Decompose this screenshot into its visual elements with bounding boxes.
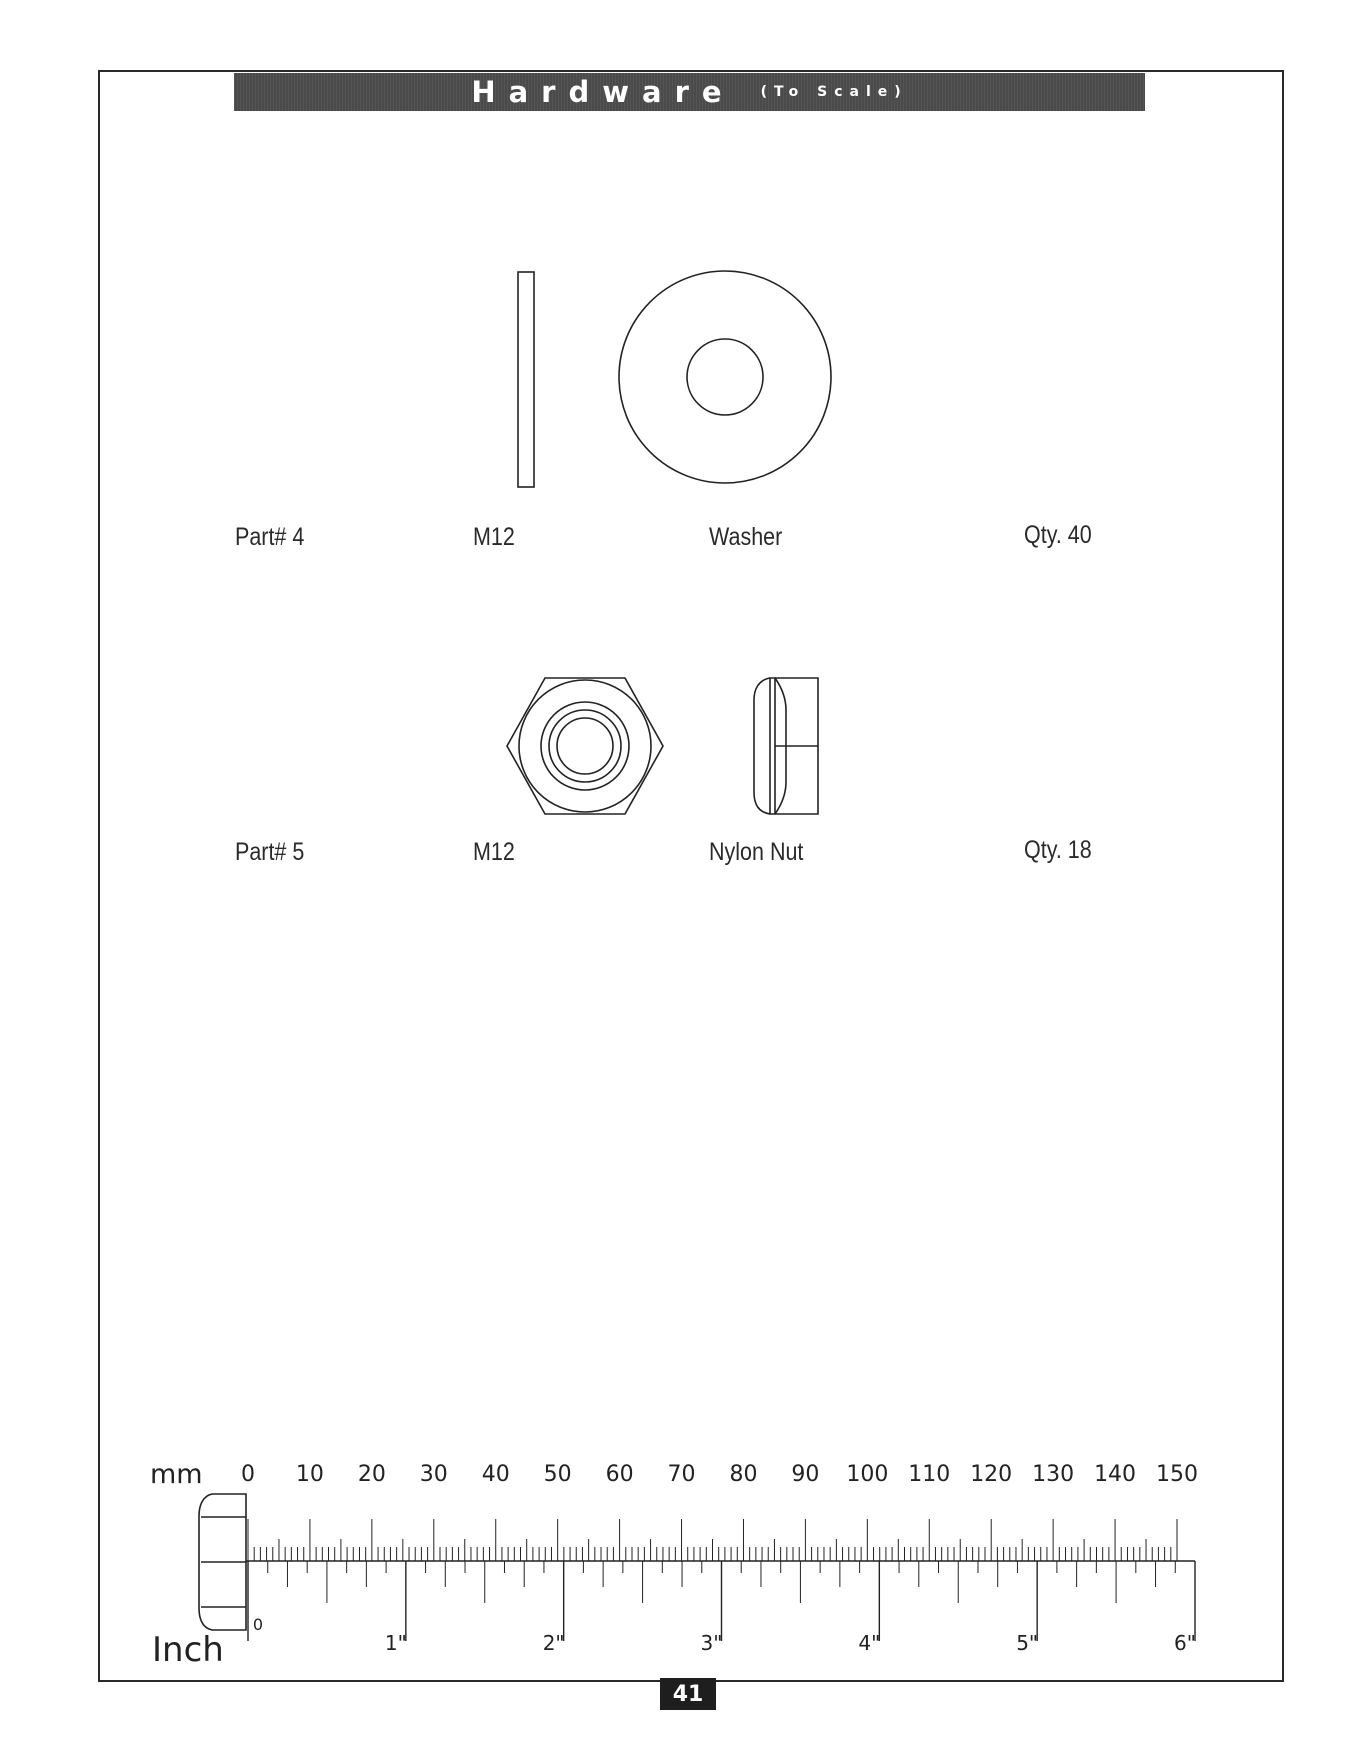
mm-label: 100 (846, 1462, 889, 1487)
page-number: 41 (660, 1678, 716, 1710)
mm-label: 50 (543, 1462, 572, 1487)
inch-label: 1" (384, 1631, 407, 1655)
bolt-head-icon (199, 1494, 1195, 1630)
part-quantity: Qty. 18 (1024, 836, 1092, 864)
part-number: Part# 5 (235, 838, 305, 866)
mm-label: 0 (241, 1462, 255, 1487)
inch-label: 4" (858, 1631, 881, 1655)
mm-label: 60 (605, 1462, 634, 1487)
mm-unit-label: mm (150, 1459, 203, 1490)
inch-scale-ticks (248, 1561, 1195, 1641)
mm-label: 80 (729, 1462, 758, 1487)
part-name: Washer (709, 523, 783, 551)
mm-label: 110 (908, 1462, 951, 1487)
part-quantity: Qty. 40 (1024, 521, 1092, 549)
inch-scale-labels (253, 1615, 1196, 1655)
inch-label: 2" (542, 1631, 565, 1655)
inch-unit-label: Inch (152, 1630, 224, 1670)
page-title: Hardware (471, 75, 735, 109)
inch-label: 5" (1016, 1631, 1039, 1655)
mm-label: 90 (791, 1462, 820, 1487)
part-size: M12 (473, 838, 515, 866)
mm-label: 130 (1032, 1462, 1075, 1487)
mm-label: 40 (481, 1462, 510, 1487)
mm-scale-labels (241, 1462, 1198, 1487)
part-number: Part# 4 (235, 523, 305, 551)
mm-label: 140 (1094, 1462, 1137, 1487)
mm-label: 120 (970, 1462, 1013, 1487)
mm-label: 150 (1156, 1462, 1198, 1487)
part-name: Nylon Nut (709, 838, 804, 866)
mm-label: 10 (295, 1462, 324, 1487)
part-size: M12 (473, 523, 515, 551)
mm-label: 30 (419, 1462, 448, 1487)
inch-label: 3" (700, 1631, 723, 1655)
inch-label: 0 (252, 1615, 264, 1634)
mm-scale-ticks (248, 1519, 1177, 1561)
mm-label: 70 (667, 1462, 696, 1487)
inch-label: 6" (1174, 1631, 1196, 1655)
mm-label: 20 (357, 1462, 386, 1487)
page-subtitle: (To Scale) (760, 84, 908, 100)
